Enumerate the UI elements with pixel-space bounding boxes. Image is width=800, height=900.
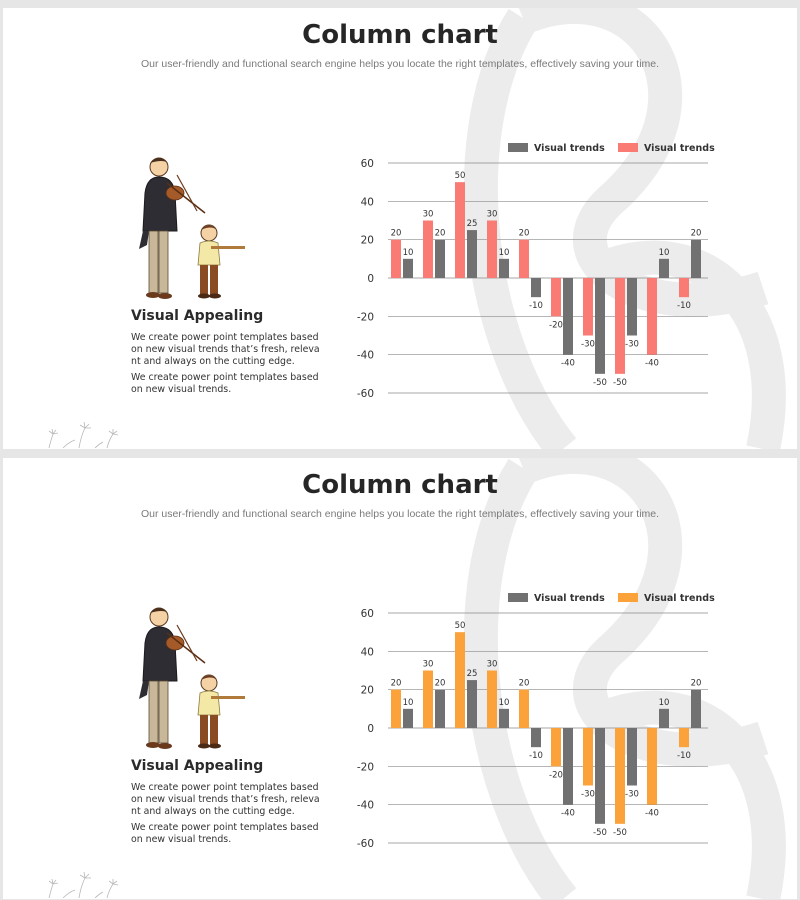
body-paragraph: We create power point templates based on new visual trends that’s fresh, releva nt and always on the cutting edge. xyxy=(131,332,320,367)
bar-data-label: -50 xyxy=(593,377,607,388)
bar-data-label: 10 xyxy=(402,697,414,708)
section-heading: Visual Appealing xyxy=(131,758,264,774)
bar-data-label: 20 xyxy=(518,228,530,239)
bar-data-label: -20 xyxy=(549,770,563,781)
bar xyxy=(467,680,477,728)
bar-data-label: 50 xyxy=(454,171,466,182)
bar-data-label: -10 xyxy=(677,301,691,312)
bar-data-label: -30 xyxy=(581,789,595,800)
bar xyxy=(583,728,593,786)
bar-data-label: 30 xyxy=(486,209,498,220)
legend-swatch xyxy=(618,593,638,602)
bar-data-label: -30 xyxy=(625,789,639,800)
bar xyxy=(679,728,689,747)
bar xyxy=(531,278,541,297)
body-paragraph: We create power point templates based on new visual trends that’s fresh, releva nt and always on the cutting edge. xyxy=(131,782,320,817)
bar xyxy=(659,259,669,278)
bar-data-label: 25 xyxy=(466,219,478,230)
bar xyxy=(563,278,573,355)
bar xyxy=(403,259,413,278)
bar xyxy=(391,690,401,728)
bar-data-label: -40 xyxy=(645,358,659,369)
y-tick-label: -40 xyxy=(356,799,374,812)
bar xyxy=(615,728,625,824)
y-tick-label: 20 xyxy=(360,234,374,247)
bar xyxy=(691,690,701,728)
bar-data-label: 20 xyxy=(518,678,530,689)
body-paragraph-secondary: We create power point templates based on new visual trends. xyxy=(131,372,319,395)
bar xyxy=(627,278,637,336)
legend-swatch xyxy=(618,143,638,152)
bar-data-label: 20 xyxy=(390,228,402,239)
bar xyxy=(467,230,477,278)
slide-subtitle: Our user-friendly and functional search engine helps you locate the right templates, effectively saving your time. xyxy=(140,508,660,520)
bar-data-label: 10 xyxy=(658,247,670,258)
bar xyxy=(615,278,625,374)
y-tick-label: 0 xyxy=(367,723,374,735)
bar xyxy=(627,728,637,786)
bar-data-label: 20 xyxy=(690,678,702,689)
bar xyxy=(499,709,509,728)
bar-data-label: -20 xyxy=(549,320,563,331)
bar xyxy=(531,728,541,747)
bar xyxy=(659,709,669,728)
bar-data-label: -10 xyxy=(529,301,543,312)
bar xyxy=(403,709,413,728)
bar-data-label: 30 xyxy=(422,209,434,220)
bar xyxy=(595,728,605,824)
bar xyxy=(435,240,445,278)
section-heading: Visual Appealing xyxy=(131,308,264,324)
y-tick-label: -20 xyxy=(356,761,374,774)
bar xyxy=(423,671,433,729)
bar-data-label: 25 xyxy=(466,669,478,680)
bar-data-label: -50 xyxy=(593,827,607,838)
legend-swatch xyxy=(508,593,528,602)
bar xyxy=(691,240,701,278)
bar-data-label: 50 xyxy=(454,621,466,632)
y-tick-label: 0 xyxy=(367,273,374,285)
bar-data-label: -10 xyxy=(677,751,691,762)
y-tick-label: -20 xyxy=(356,311,374,324)
bar-data-label: 20 xyxy=(434,228,446,239)
slide-title: Column chart xyxy=(302,470,498,500)
bar xyxy=(423,221,433,279)
y-tick-label: 40 xyxy=(360,196,374,209)
bar xyxy=(519,240,529,278)
body-paragraph-secondary: We create power point templates based on new visual trends. xyxy=(131,822,319,845)
slide-2 xyxy=(3,458,797,899)
bar xyxy=(551,278,561,316)
bar-data-label: 10 xyxy=(402,247,414,258)
slide-1 xyxy=(3,8,797,449)
bar-data-label: -50 xyxy=(613,827,627,838)
column-chart xyxy=(348,578,728,858)
bar xyxy=(647,728,657,805)
bar xyxy=(519,690,529,728)
bar xyxy=(679,278,689,297)
column-chart xyxy=(348,128,728,408)
bar xyxy=(435,690,445,728)
bar-data-label: -40 xyxy=(561,808,575,819)
bar-data-label: -40 xyxy=(561,358,575,369)
bar-data-label: 20 xyxy=(390,678,402,689)
legend-label: Visual trends xyxy=(534,593,605,604)
dandelion-flowers xyxy=(39,418,139,448)
bar-data-label: -40 xyxy=(645,808,659,819)
bar xyxy=(583,278,593,336)
y-tick-label: 40 xyxy=(360,646,374,659)
bar-data-label: -10 xyxy=(529,751,543,762)
violinist-illustration xyxy=(133,153,248,301)
bar-data-label: 10 xyxy=(498,697,510,708)
bar-data-label: 30 xyxy=(486,659,498,670)
y-tick-label: 60 xyxy=(360,608,374,620)
bar xyxy=(595,278,605,374)
bar xyxy=(499,259,509,278)
y-tick-label: -60 xyxy=(356,838,374,850)
y-tick-label: -60 xyxy=(356,388,374,400)
bar xyxy=(563,728,573,805)
bar-data-label: 20 xyxy=(434,678,446,689)
legend-label: Visual trends xyxy=(644,143,715,154)
bar-data-label: 10 xyxy=(498,247,510,258)
bar xyxy=(647,278,657,355)
legend-label: Visual trends xyxy=(534,143,605,154)
y-tick-label: 20 xyxy=(360,684,374,697)
legend-label: Visual trends xyxy=(644,593,715,604)
slide-subtitle: Our user-friendly and functional search engine helps you locate the right templates, effectively saving your time. xyxy=(140,58,660,70)
bar xyxy=(487,221,497,279)
legend-swatch xyxy=(508,143,528,152)
bar-data-label: 30 xyxy=(422,659,434,670)
dandelion-flowers xyxy=(39,868,139,898)
y-tick-label: -40 xyxy=(356,349,374,362)
bar xyxy=(487,671,497,729)
bar-data-label: -30 xyxy=(625,339,639,350)
y-tick-label: 60 xyxy=(360,158,374,170)
bar-data-label: 20 xyxy=(690,228,702,239)
bar xyxy=(455,632,465,728)
bar-data-label: -50 xyxy=(613,377,627,388)
bar xyxy=(551,728,561,766)
bar-data-label: -30 xyxy=(581,339,595,350)
bar xyxy=(455,182,465,278)
slide-title: Column chart xyxy=(302,20,498,50)
bar-data-label: 10 xyxy=(658,697,670,708)
violinist-illustration xyxy=(133,603,248,751)
bar xyxy=(391,240,401,278)
